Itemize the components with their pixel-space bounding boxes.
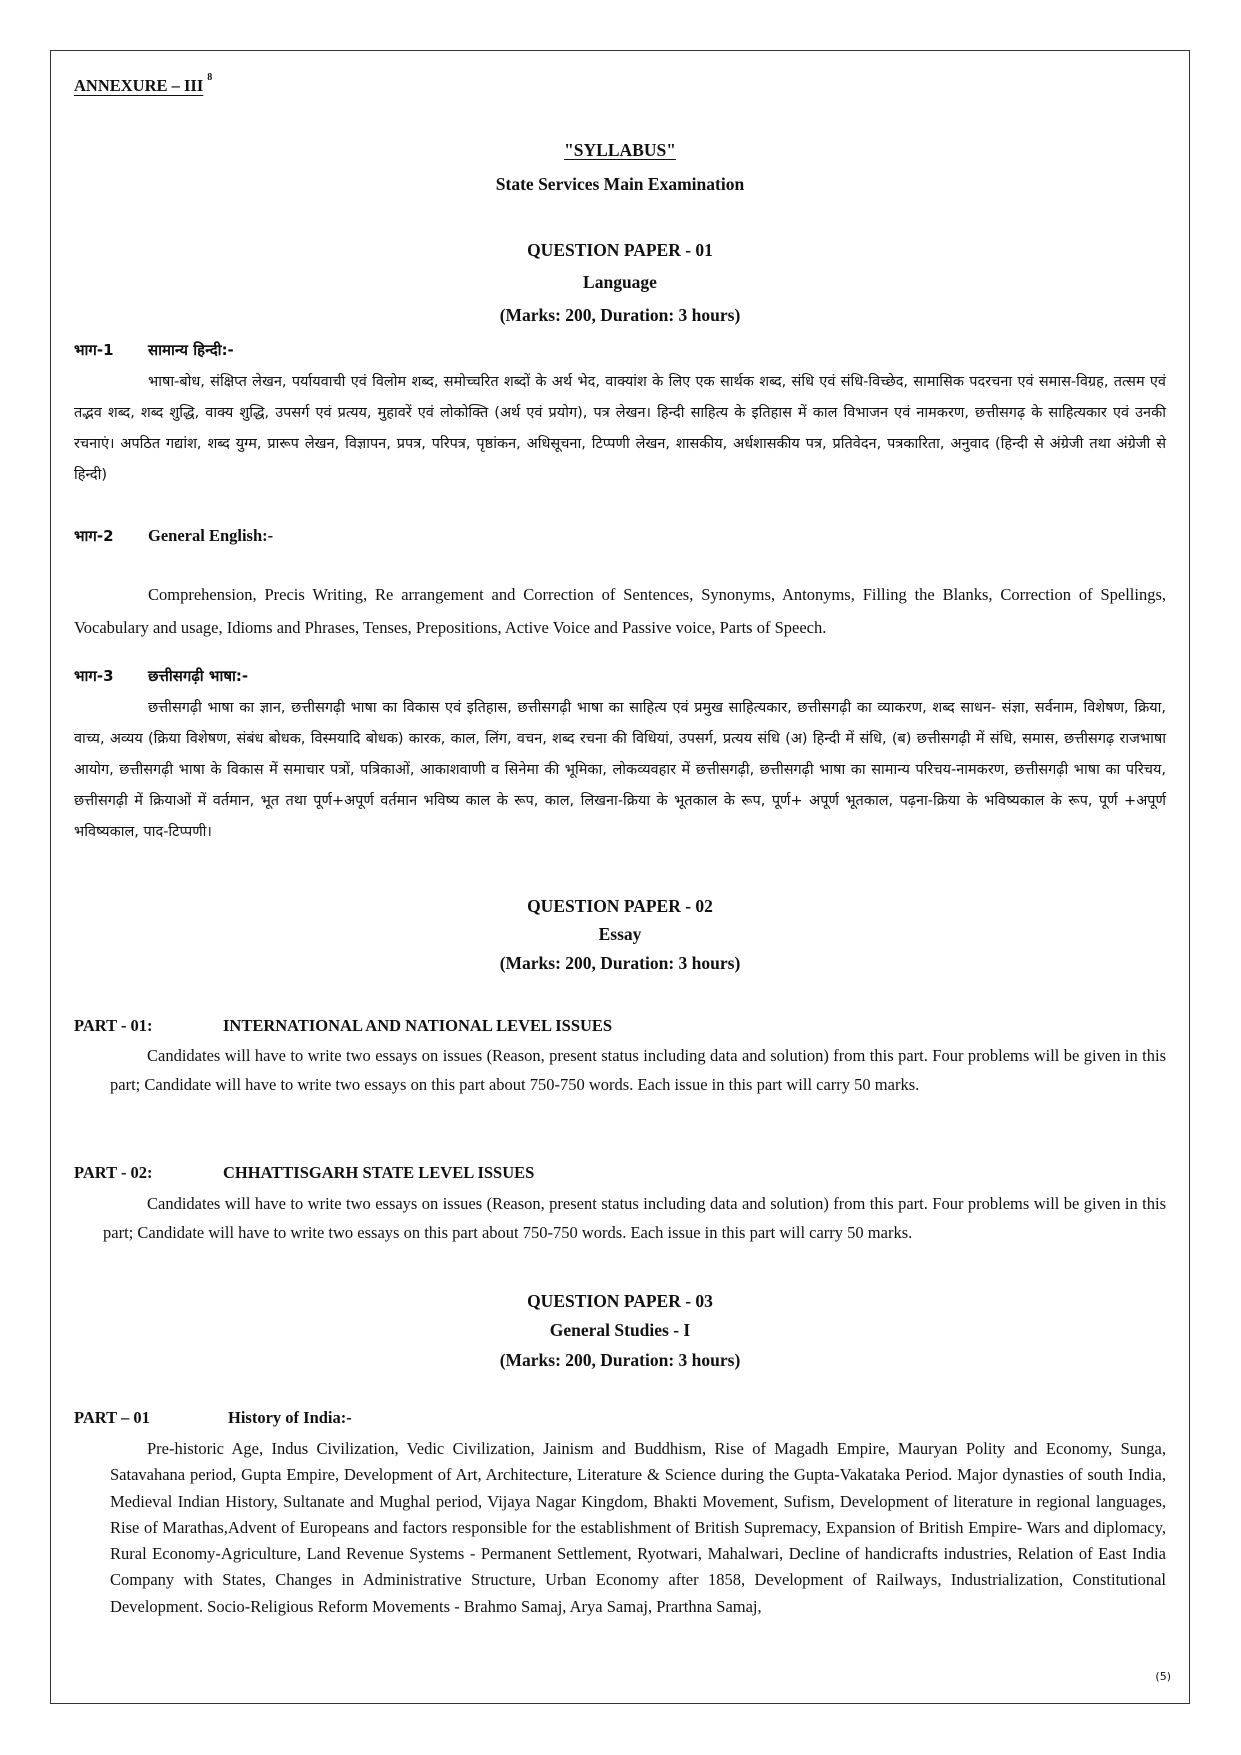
qp2-part2-label: PART - 02: <box>74 1163 153 1182</box>
qp2-subject: Essay <box>598 924 642 944</box>
annexure-label: ANNEXURE – III <box>74 76 204 95</box>
qp1-title: QUESTION PAPER - 01 <box>527 240 713 260</box>
qp2-part2-text: Candidates will have to write two essays on issues (Reason, present status including data and solution) from this part. Four problems will be given in this part; Candidate will have to write two essays on this part about 750-750 words. Each issue in this part will carry 50 marks. <box>103 1194 1166 1242</box>
exam-title: State Services Main Examination <box>495 174 745 194</box>
qp1-subject: Language <box>583 272 657 292</box>
qp1-part2-label: भाग-2 <box>74 527 114 545</box>
qp2-part1-text: Candidates will have to write two essays on issues (Reason, present status including data and solution) from this part. Four problems will be given in this part; Candidate will have to write two essays on this part about 750-750 words. Each issue in this part will carry 50 marks. <box>110 1046 1166 1094</box>
qp3-marks: (Marks: 200, Duration: 3 hours) <box>499 1350 741 1370</box>
qp1-part2-body <box>74 578 1166 644</box>
qp1-part3-body <box>74 693 1166 848</box>
qp1-part1-label: भाग-1 <box>74 341 114 359</box>
qp2-part2-heading: CHHATTISGARH STATE LEVEL ISSUES <box>223 1163 535 1182</box>
qp1-part1-text: भाषा-बोध, संक्षिप्त लेखन, पर्यायवाची एवं विलोम शब्द, समोच्चरित शब्दों के अर्थ भेद, वाक्यांश के लिए एक सार्थक शब्द, संधि एवं संधि-विच्छेद, सामासिक पदरचना एवं समास-विग्रह, तत्सम एवं तद्भव शब्द, शब्द शुद्धि, वाक्य शुद्धि, उपसर्ग एवं प्रत्यय, मुहावरें एवं लोकोक्ति (अर्थ एवं प्रयोग), पत्र लेखन। हिन्दी साहित्य के इतिहास में काल विभाजन एवं नामकरण, छत्तीसगढ़ के साहित्यकार एवं उनकी रचनाएं। अपठित गद्यांश, शब्द युग्म, प्रारूप लेखन, विज्ञापन, प्रपत्र, परिपत्र, पृष्ठांकन, अधिसूचना, टिप्पणी लेखन, शासकीय, अर्धशासकीय पत्र, प्रतिवेदन, पत्रकारिता, अनुवाद (हिन्दी से अंग्रेजी तथा अंग्रेजी से हिन्दी) <box>74 374 1166 483</box>
qp1-part2-heading: General English:- <box>148 526 274 545</box>
qp3-part1-text: Pre-historic Age, Indus Civilization, Vedic Civilization, Jainism and Buddhism, Rise of Magadh Empire, Mauryan Polity and Economy, Sunga, Satavahana period, Gupta Empire, Development of Art, Architecture, Literature & Science during the Gupta-Vakataka Period. Major dynasties of south India, Medieval Indian History, Sultanate and Mughal period, Vijaya Nagar Kingdom, Bhakti Movement, Sufism, Development of literature in regional languages, Rise of Marathas,Advent of Europeans and factors responsible for the establishment of British Supremacy, Expansion of British Empire- Wars and diplomacy, Rural Economy-Agriculture, Land Revenue Systems - Permanent Settlement, Ryotwari, Mahalwari, Decline of handicrafts industries, Relation of East India Company with States, Changes in Administrative Structure, Urban Economy after 1858, Development of Railways, Industrialization, Constitutional Development. Socio-Religious Reform Movements - Brahmo Samaj, Arya Samaj, Prarthna Samaj, <box>110 1439 1166 1616</box>
qp1-part2-text: Comprehension, Precis Writing, Re arrangement and Correction of Sentences, Synonyms, Antonyms, Filling the Blanks, Correction of Spellings, Vocabulary and usage, Idioms and Phrases, Tenses, Prepositions, Active Voice and Passive voice, Parts of Speech. <box>74 585 1166 637</box>
qp2-marks: (Marks: 200, Duration: 3 hours) <box>499 953 741 973</box>
qp3-subject: General Studies - I <box>549 1320 691 1340</box>
syllabus-title: "SYLLABUS" <box>564 140 676 160</box>
annexure-footnote-mark: 8 <box>207 72 213 83</box>
qp2-title: QUESTION PAPER - 02 <box>527 896 713 916</box>
page-number: (5) <box>1155 1670 1171 1683</box>
qp1-part3-text: छत्तीसगढ़ी भाषा का ज्ञान, छत्तीसगढ़ी भाषा का विकास एवं इतिहास, छत्तीसगढ़ी भाषा का साहित्य एवं प्रमुख साहित्यकार, छत्तीसगढ़ी का व्याकरण, शब्द साधन- संज्ञा, सर्वनाम, विशेषण, क्रिया, वाच्य, अव्यय (क्रिया विशेषण, संबंध बोधक, विस्मयादि बोधक) कारक, काल, लिंग, वचन, शब्द रचना की विधियां, उपसर्ग, प्रत्यय संधि (अ) हिन्दी में संधि, (ब) छत्तीसगढ़ी में संधि, समास, छत्तीसगढ़ राजभाषा आयोग, छत्तीसगढ़ी भाषा के विकास में समाचार पत्रों, पत्रिकाओं, आकाशवाणी व सिनेमा की भूमिका, लोकव्यवहार में छत्तीसगढ़ी, छत्तीसगढ़ी भाषा का सामान्य परिचय-नामकरण, छत्तीसगढ़ी भाषा का परिचय, छत्तीसगढ़ी में क्रियाओं में वर्तमान, भूत तथा पूर्ण+अपूर्ण वर्तमान भविष्य काल के रूप, काल, लिखना-क्रिया के भूतकाल के रूप, पूर्ण+ अपूर्ण भूतकाल, पढ़ना-क्रिया के भविष्यकाल के रूप, पूर्ण +अपूर्ण भविष्यकाल, पाद-टिप्पणी। <box>74 700 1166 840</box>
annexure-heading <box>74 72 213 96</box>
qp2-part1-heading: INTERNATIONAL AND NATIONAL LEVEL ISSUES <box>223 1016 613 1035</box>
qp3-part1-body <box>110 1436 1166 1620</box>
qp1-part3-heading: छत्तीसगढ़ी भाषा:- <box>148 667 249 685</box>
qp1-part3-label: भाग-3 <box>74 667 114 685</box>
qp2-part2-body <box>103 1189 1166 1247</box>
qp2-part1-body <box>110 1041 1166 1099</box>
qp1-part1-body <box>74 367 1166 491</box>
qp3-title: QUESTION PAPER - 03 <box>527 1291 713 1311</box>
qp3-part1-heading: History of India:- <box>228 1408 352 1427</box>
qp2-part1-label: PART - 01: <box>74 1016 153 1035</box>
qp1-marks: (Marks: 200, Duration: 3 hours) <box>499 305 741 325</box>
qp1-part1-heading: सामान्य हिन्दी:- <box>148 341 234 359</box>
qp3-part1-label: PART – 01 <box>74 1408 150 1427</box>
